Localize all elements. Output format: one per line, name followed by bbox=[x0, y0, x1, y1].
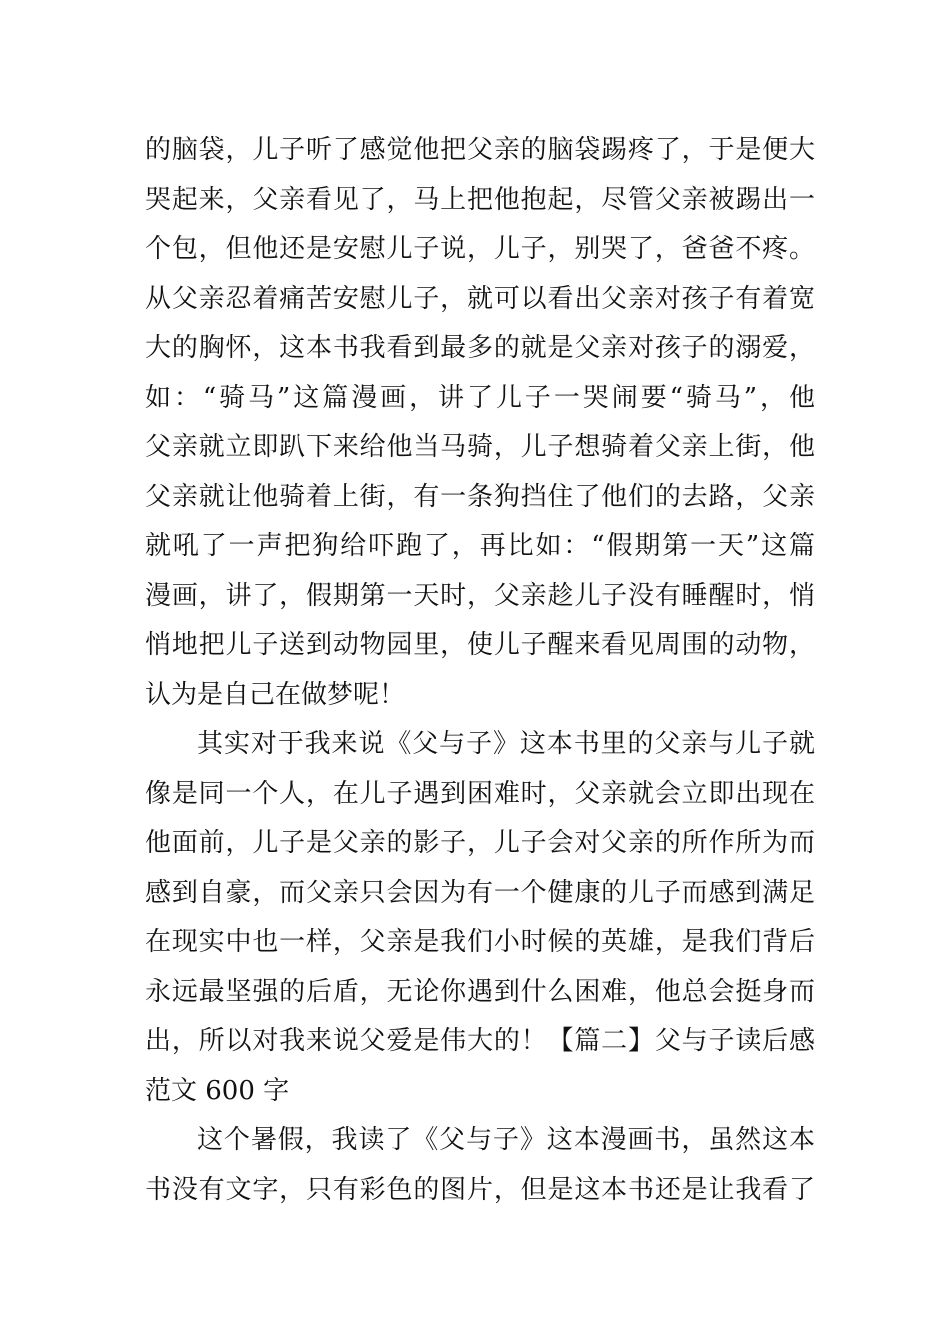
paragraph-first-line: 这个暑假，我读了《父与子》这本漫画书，虽然这本 bbox=[197, 1125, 815, 1155]
text-line: 出，所以对我来说父爱是伟大的！【篇二】父与子读后感 bbox=[145, 1026, 815, 1056]
text-line: 范文 600 字 bbox=[145, 1075, 290, 1106]
paragraph-first-line: 其实对于我来说《父与子》这本书里的父亲与儿子就 bbox=[197, 729, 815, 759]
text-line: 在现实中也一样，父亲是我们小时候的英雄，是我们背后 bbox=[145, 927, 815, 957]
text-line: 悄地把儿子送到动物园里，使儿子醒来看见周围的动物， bbox=[145, 630, 815, 660]
text-line: 书没有文字，只有彩色的图片，但是这本书还是让我看了 bbox=[145, 1174, 815, 1205]
text-line: 永远最坚强的后盾，无论你遇到什么困难，他总会挺身而 bbox=[145, 976, 815, 1007]
text-line: 哭起来，父亲看见了，马上把他抱起，尽管父亲被踢出一 bbox=[145, 184, 815, 215]
body-text bbox=[145, 126, 815, 1215]
text-line: 如：“骑马”这篇漫画，讲了儿子一哭闹要“骑马”，他 bbox=[145, 382, 815, 413]
text-line: 漫画，讲了，假期第一天时，父亲趁儿子没有睡醒时，悄 bbox=[145, 580, 815, 611]
text-line: 就吼了一声把狗给吓跑了，再比如：“假期第一天”这篇 bbox=[145, 531, 815, 561]
text-line: 他面前，儿子是父亲的影子，儿子会对父亲的所作所为而 bbox=[145, 828, 815, 858]
text-line: 个包，但他还是安慰儿子说，儿子，别哭了，爸爸不疼。 bbox=[145, 234, 815, 264]
text-line: 的脑袋，儿子听了感觉他把父亲的脑袋踢疼了，于是便大 bbox=[145, 135, 815, 165]
text-line: 大的胸怀，这本书我看到最多的就是父亲对孩子的溺爱， bbox=[145, 333, 815, 363]
text-line: 像是同一个人，在儿子遇到困难时，父亲就会立即出现在 bbox=[145, 778, 815, 809]
text-line: 父亲就立即趴下来给他当马骑，儿子想骑着父亲上街，他 bbox=[145, 432, 815, 462]
text-line: 感到自豪，而父亲只会因为有一个健康的儿子而感到满足 bbox=[145, 877, 815, 908]
text-line: 认为是自己在做梦呢！ bbox=[145, 679, 406, 710]
text-line: 从父亲忍着痛苦安慰儿子，就可以看出父亲对孩子有着宽 bbox=[145, 283, 815, 314]
text-line: 父亲就让他骑着上街，有一条狗挡住了他们的去路，父亲 bbox=[145, 481, 815, 512]
